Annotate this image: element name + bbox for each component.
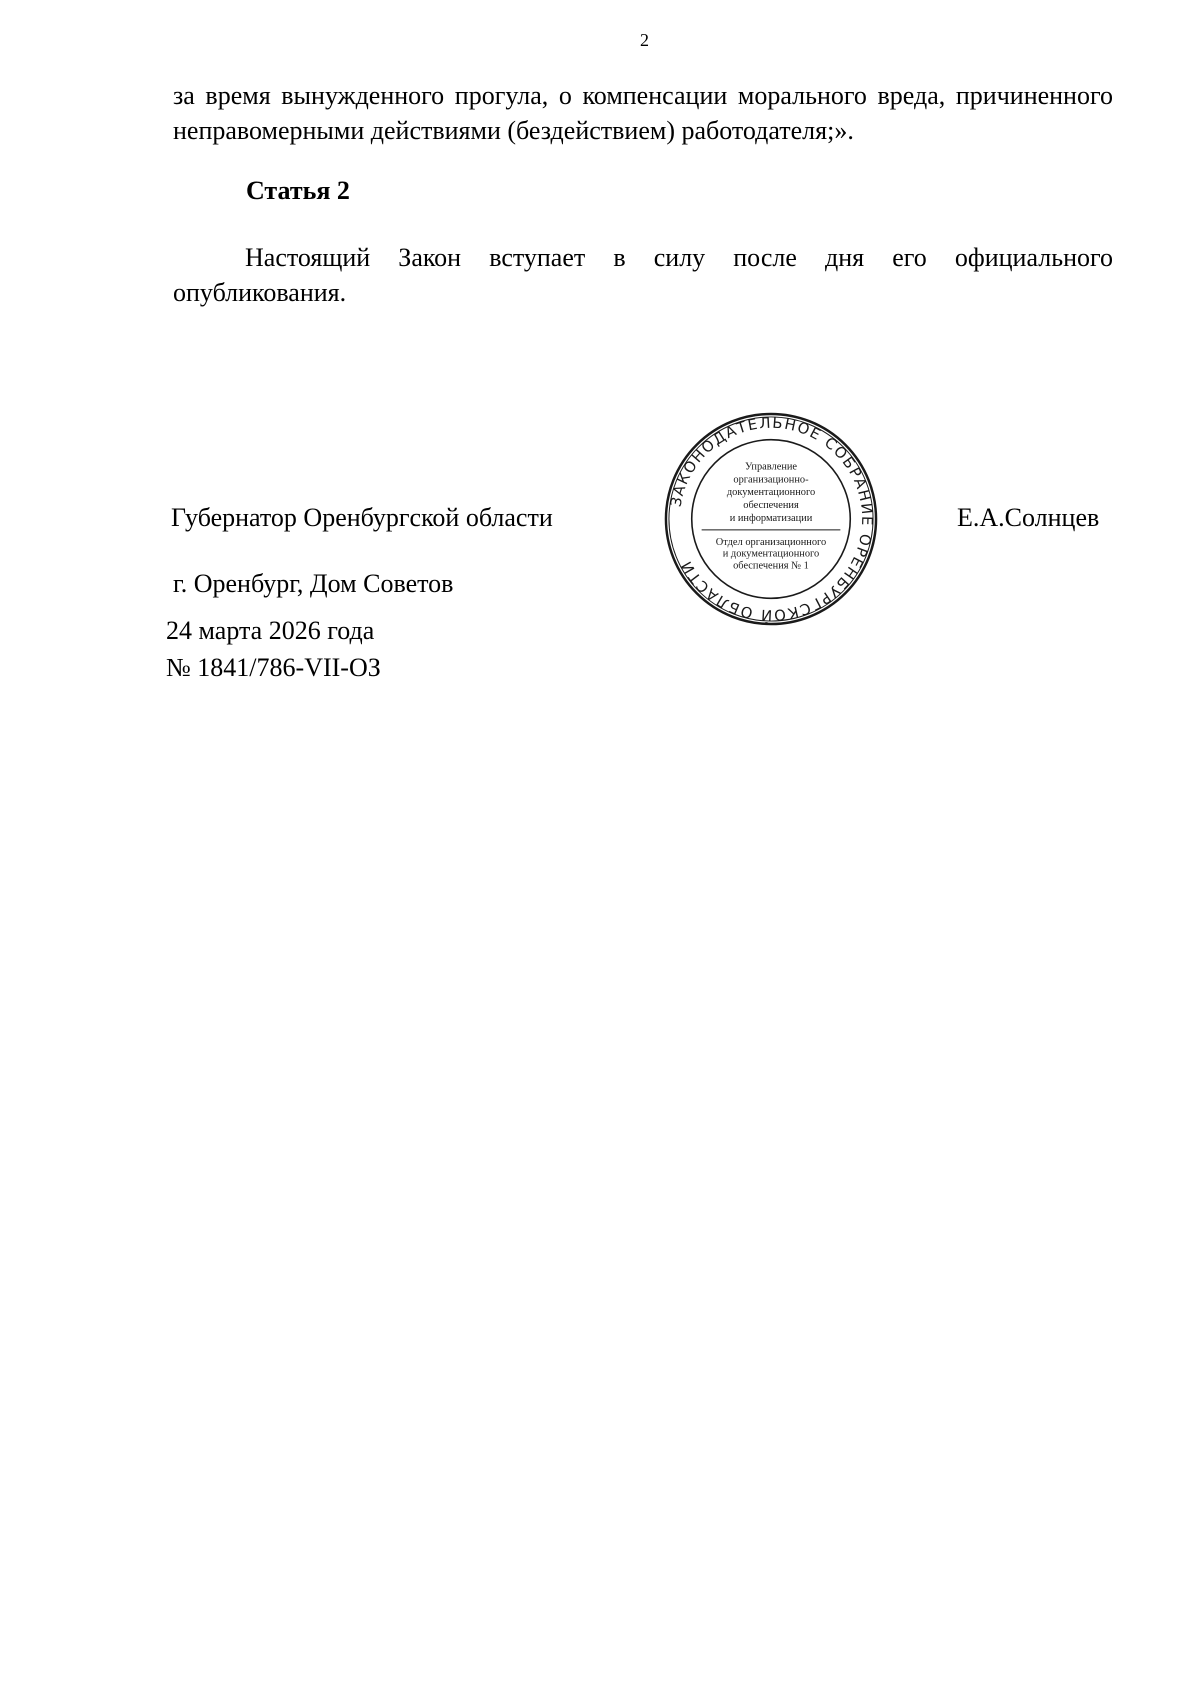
seal-line: Управление <box>744 461 798 473</box>
seal-line: и информатизации <box>729 512 813 524</box>
seal-line: обеспечения <box>743 500 799 512</box>
seal-line: и документационного <box>722 548 820 560</box>
seal-line: документационного <box>726 487 816 499</box>
seal-line: обеспечения № 1 <box>733 560 809 572</box>
date-of-signing: 24 марта 2026 года <box>166 616 375 645</box>
article-heading: Статья 2 <box>246 176 350 205</box>
seal-line: Отдел организационного <box>715 536 827 548</box>
official-seal <box>662 410 880 628</box>
paragraph-continuation: за время вынужденного прогула, о компенсации морального вреда, причиненного неправомерными действиями (бездействием) работодателя;». <box>173 81 1113 145</box>
signature-title: Губернатор Оренбургской области <box>171 503 553 532</box>
document-number: № 1841/786-VII-ОЗ <box>166 653 381 682</box>
signature-name: Е.А.Солнцев <box>957 503 1100 532</box>
page-number: 2 <box>640 30 649 50</box>
paragraph-article-2: Настоящий Закон вступает в силу после дня его официального опубликования. <box>173 243 1113 307</box>
place-of-signing: г. Оренбург, Дом Советов <box>173 569 454 598</box>
seal-inner-text <box>716 461 827 571</box>
seal-outer-text: ЗАКОНОДАТЕЛЬНОЕ СОБРАНИЕ ОРЕНБУРГСКОЙ ОБЛАСТИ <box>666 413 877 625</box>
seal-line: организационно- <box>733 474 809 486</box>
